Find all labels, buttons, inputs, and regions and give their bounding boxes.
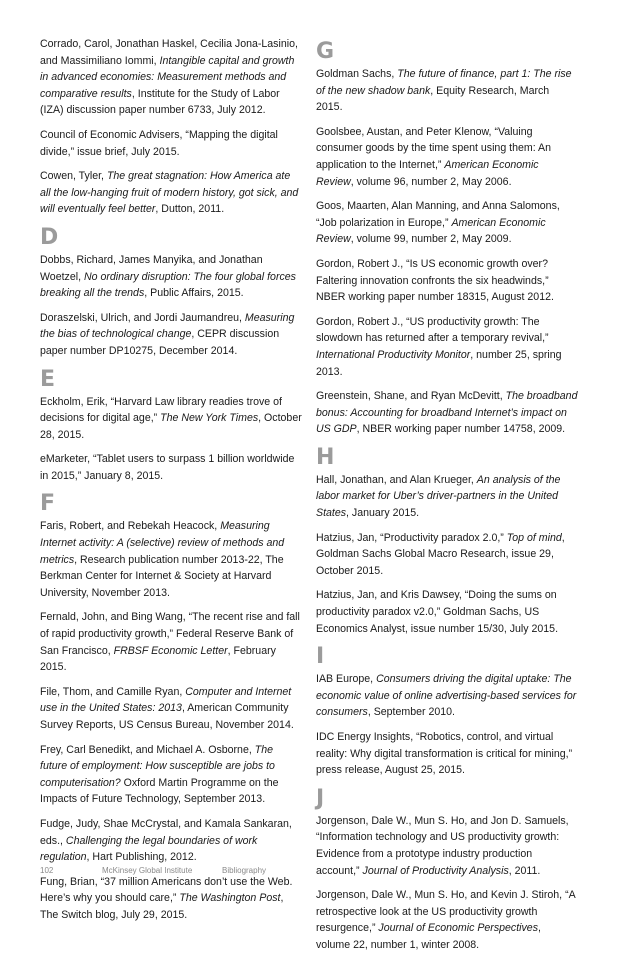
bibliography-entry <box>316 813 578 879</box>
entry-text: IDC Energy Insights, “Robotics, control, and virtual reality: Why digital transformation is critical for mining,” press release, August 25, 2015. <box>316 731 573 777</box>
entry-text: Hatzius, Jan, “Productivity paradox 2.0,” <box>316 531 507 544</box>
entry-text: Greenstein, Shane, and Ryan McDevitt, <box>316 390 506 403</box>
entry-text: Fudge, Judy, Shae McCrystal, and Kamala Sankaran, eds., <box>40 817 292 847</box>
entry-text: Fernald, John, and Bing Wang, “The recent rise and fall of rapid productivity growth,” Federal Reserve Bank of San Francisco, <box>40 611 300 657</box>
bibliography-entry <box>316 66 578 116</box>
bibliography-entry <box>316 887 578 953</box>
entry-title-italic: The New York Times <box>160 412 259 425</box>
entry-text: , Goldman Sachs Global Macro Research, issue 29, October 2015. <box>316 531 565 577</box>
entry-title-italic: FRBSF Economic Letter <box>113 644 228 657</box>
bibliography-entry <box>40 394 302 444</box>
bibliography-entry <box>316 256 578 306</box>
entry-text: Gordon, Robert J., “Is US economic growth over? Faltering innovation confronts the six headwinds,” NBER working paper number 18315, August 2012. <box>316 257 554 304</box>
entry-title-italic: The future of finance, part 1: The rise of the new shadow bank <box>316 68 572 97</box>
entry-text: , Research publication number 2013-22, The Berkman Center for Internet & Society at Harvard University, November 2013. <box>40 553 284 599</box>
entry-title-italic: Challenging the legal boundaries of work regulation <box>40 834 258 864</box>
entry-text: Goldman Sachs, <box>316 68 398 80</box>
entry-text: , September 2010. <box>367 706 455 719</box>
bibliography-entry <box>40 310 302 360</box>
section-letter-h: H <box>316 444 335 470</box>
entry-text: , Equity Research, March 2015. <box>316 84 550 114</box>
bibliography-entry <box>40 252 302 302</box>
section-name: Bibliography <box>222 866 267 875</box>
entry-text: Jorgenson, Dale W., Mun S. Ho, and Kevin J. Stiroh, “A retrospective look at the US productivity growth resurgence,” <box>316 889 576 935</box>
entry-text: , American Community Survey Reports, US Census Bureau, November 2014. <box>40 702 294 731</box>
bibliography-entry <box>40 127 302 160</box>
entry-text: Council of Economic Advisers, “Mapping the digital divide,” issue brief, July 2015. <box>40 128 278 158</box>
entry-text: IAB Europe, <box>316 673 377 686</box>
bibliography-entry <box>40 518 302 601</box>
publisher-name: McKinsey Global Institute <box>102 866 193 875</box>
bibliography-entry <box>40 451 302 484</box>
entry-text: Oxford Martin Programme on the Impacts of Future Technology, September 2013. <box>40 776 279 806</box>
entry-text: Dobbs, Richard, James Manyika, and Jonathan Woetzel, <box>40 253 263 283</box>
bibliography-entry <box>316 587 578 637</box>
bibliography-entry <box>40 816 302 866</box>
entry-text: , October 28, 2015. <box>40 412 302 441</box>
entry-title-italic: American Economic Review <box>316 158 539 188</box>
section-letter-f: F <box>40 491 56 517</box>
entry-text: Doraszelski, Ulrich, and Jordi Jaumandreu, <box>40 311 245 324</box>
entry-text: Eckholm, Erik, “Harvard Law library readies trove of decisions for digital age,” <box>40 395 282 425</box>
entry-text: , February 2015. <box>40 644 276 674</box>
entry-text: File, Thom, and Camille Ryan, <box>40 685 186 698</box>
entry-text: Goolsbee, Austan, and Peter Klenow, “Valuing consumer goods by the time spent using them: An application to the Internet,” <box>316 125 551 171</box>
bibliography-entry <box>316 124 578 190</box>
entry-text: , number 25, spring 2013. <box>316 348 562 378</box>
entry-title-italic: Intangible capital and growth in advanced economies: Measurement methods and comparative results <box>40 54 295 100</box>
section-letter-e: E <box>40 366 56 392</box>
entry-text: , Dutton, 2011. <box>155 203 225 216</box>
entry-title-italic: International Productivity Monitor <box>316 348 471 361</box>
entry-title-italic: The future of employment: How susceptible are jobs to computerisation? <box>40 743 275 789</box>
entry-text: , Hart Publishing, 2012. <box>86 851 197 864</box>
entry-text: , January 2015. <box>346 507 420 520</box>
entry-text: , volume 22, number 1, winter 2008. <box>316 922 541 951</box>
entry-title-italic: Journal of Productivity Analysis <box>362 864 509 877</box>
entry-text: , Institute for the Study of Labor (IZA) discussion paper number 6733, July 2012. <box>40 87 280 117</box>
entry-title-italic: Computer and Internet use in the United States: 2013 <box>40 685 292 715</box>
entry-text: Cowen, Tyler, <box>40 170 107 183</box>
entry-text: , volume 96, number 2, May 2006. <box>350 175 512 188</box>
bibliography-column-right <box>316 36 578 962</box>
bibliography-entry <box>316 671 578 721</box>
entry-text: , NBER working paper number 14758, 2009. <box>356 423 566 436</box>
entry-text: eMarketer, “Tablet users to surpass 1 billion worldwide in 2015,” January 8, 2015. <box>40 453 295 482</box>
bibliography-entry <box>40 168 302 218</box>
entry-text: Frey, Carl Benedikt, and Michael A. Osborne, <box>40 743 255 756</box>
bibliography-entry <box>316 472 578 522</box>
entry-title-italic: American Economic Review <box>316 216 546 246</box>
entry-text: Corrado, Carol, Jonathan Haskel, Cecilia Jona-Lasinio, and Massimiliano Iommi, <box>40 38 298 67</box>
entry-title-italic: The broadband bonus: Accounting for broadband Internet’s impact on US GDP <box>316 390 578 436</box>
bibliography-entry <box>40 742 302 808</box>
entry-text: Gordon, Robert J., “US productivity growth: The slowdown has returned after a temporary revival,” <box>316 315 549 345</box>
entry-text: Faris, Robert, and Rebekah Heacock, <box>40 520 221 533</box>
bibliography-entry <box>40 609 302 675</box>
bibliography-entry <box>316 388 578 438</box>
bibliography-entry <box>316 729 578 779</box>
entry-text: Jorgenson, Dale W., Mun S. Ho, and Jon D. Samuels, “Information technology and US productivity growth: Evidence from a prototype industry production account,” <box>316 814 569 877</box>
entry-title-italic: An analysis of the labor market for Uber’s driver-partners in the United States <box>316 473 561 520</box>
entry-title-italic: Measuring the bias of technological change <box>40 311 295 341</box>
bibliography-entry <box>316 314 578 380</box>
page-number: 102 <box>40 866 54 875</box>
entry-title-italic: No ordinary disruption: The four global forces breaking all the trends <box>40 270 296 300</box>
bibliography-entry <box>40 874 302 924</box>
entry-title-italic: Top of mind <box>506 531 562 544</box>
entry-text: Hatzius, Jan, and Kris Dawsey, “Doing the sums on productivity paradox v2.0,” Goldman Sachs, US Economics Analyst, issue number 15/30, July 2015. <box>316 589 559 635</box>
bibliography-entry <box>40 684 302 734</box>
entry-text: , volume 99, number 2, May 2009. <box>350 233 512 246</box>
entry-text: , The Switch blog, July 29, 2015. <box>40 892 284 921</box>
entry-title-italic: Consumers driving the digital uptake: The economic value of online advertising-based services for consumers <box>316 673 577 719</box>
entry-title-italic: The great stagnation: How America ate all the low-hanging fruit of modern history, got sick, and will eventually feel better <box>40 170 299 216</box>
bibliography-entry <box>40 36 302 119</box>
section-letter-g: G <box>316 39 335 64</box>
section-letter-d: D <box>40 224 59 250</box>
entry-title-italic: The Washington Post <box>179 892 281 905</box>
bibliography-entry <box>316 198 578 248</box>
entry-text: , 2011. <box>508 864 541 877</box>
entry-text: Fung, Brian, “37 million Americans don’t use the Web. Here’s why you should care,” <box>40 875 293 905</box>
entry-text: , Public Affairs, 2015. <box>144 287 244 300</box>
bibliography-entry <box>316 530 578 580</box>
section-letter-j: J <box>316 785 325 811</box>
entry-text: Hall, Jonathan, and Alan Krueger, <box>316 473 477 486</box>
entry-text: Goos, Maarten, Alan Manning, and Anna Salomons, “Job polarization in Europe,” <box>316 200 560 229</box>
entry-title-italic: Measuring Internet activity: A (selective) review of methods and metrics <box>40 520 285 566</box>
section-letter-i: I <box>316 644 325 670</box>
bibliography-column-left <box>40 36 302 932</box>
entry-title-italic: Journal of Economic Perspectives <box>378 922 538 935</box>
entry-text: , CEPR discussion paper number DP10275, December 2014. <box>40 328 280 357</box>
